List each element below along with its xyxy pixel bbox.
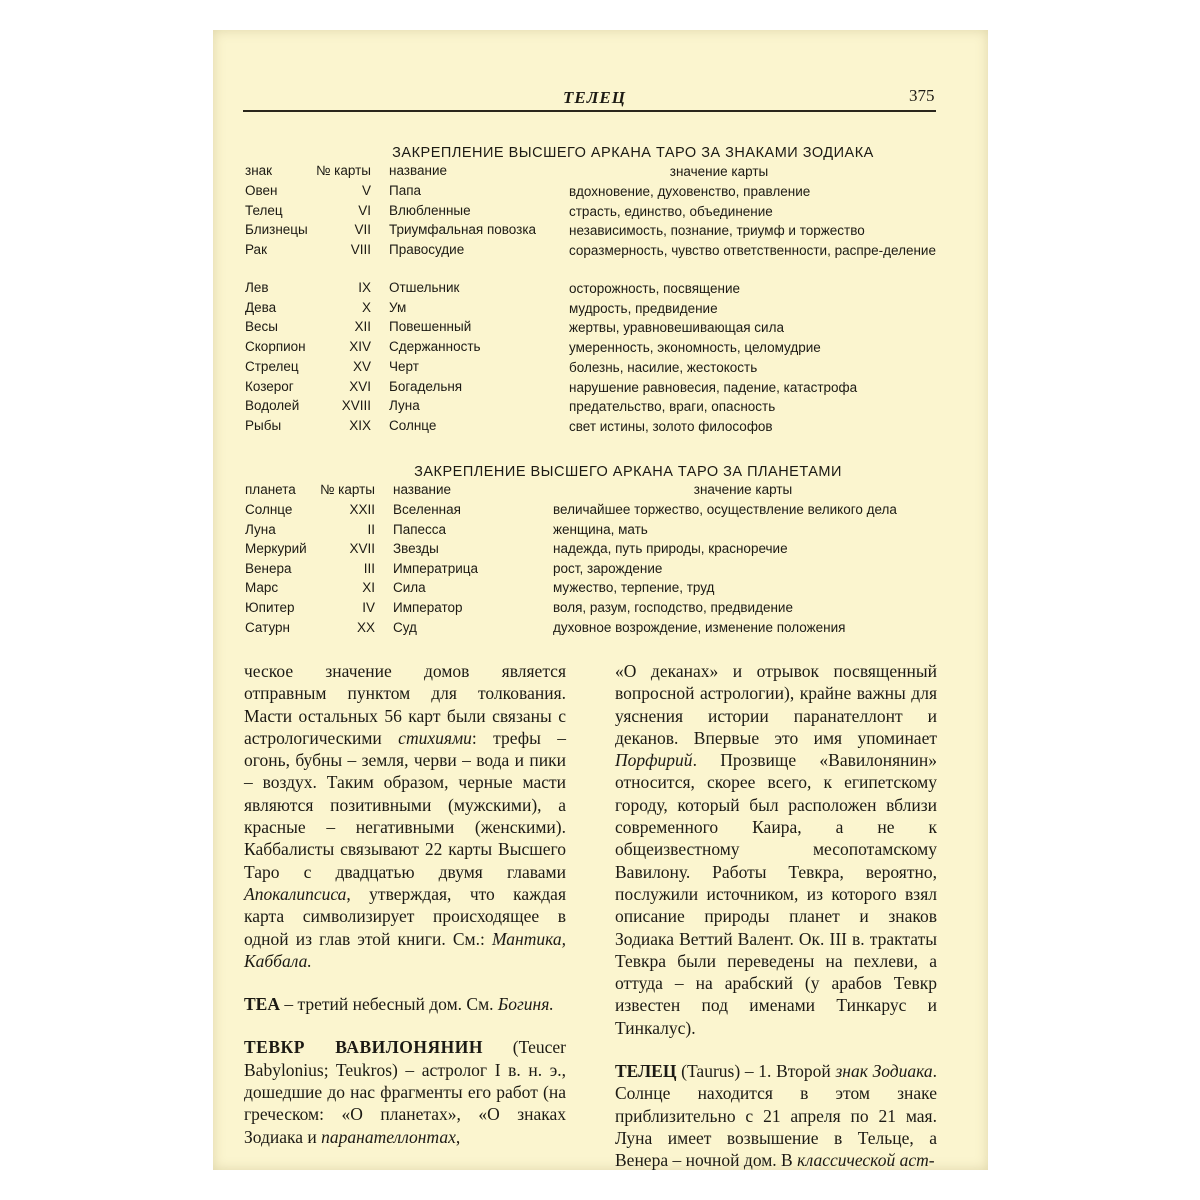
cell-card-number: XIX: [349, 417, 371, 433]
cell-card-number: VIII: [350, 242, 371, 258]
cell-card-number: XV: [352, 358, 371, 374]
cell-card-name: Правосудие: [389, 242, 465, 258]
header-rule: [243, 110, 936, 112]
column-header: № карты: [315, 163, 371, 178]
text-run: – третий небесный дом. См.: [279, 994, 498, 1015]
cell-card-number: XVIII: [341, 398, 371, 414]
cell-card-meaning: мудрость, предвидение: [569, 300, 718, 316]
cell-card-number: XI: [362, 580, 375, 596]
term-classical-astrology: классической аст-: [797, 1150, 935, 1171]
column-header: планета: [245, 482, 296, 497]
cell-card-name: Триумфальная повозка: [389, 222, 537, 238]
cell-card-name: Папесса: [393, 521, 447, 537]
column-header: знак: [245, 163, 273, 178]
table-row: [243, 398, 943, 418]
cell-card-name: Суд: [393, 619, 417, 635]
cell-card-meaning: независимость, познание, триумф и торжество: [569, 223, 865, 239]
cell-card-meaning: величайшее торжество, осуществление великого дела: [553, 502, 897, 517]
cell-card-name: Император: [393, 599, 463, 615]
table-row: [243, 502, 943, 522]
cell-card-meaning: мужество, терпение, труд: [553, 580, 715, 596]
cell-card-number: IX: [358, 280, 371, 296]
table-row: [243, 600, 943, 620]
entry-tea: [244, 993, 566, 1015]
cell-sign: Телец: [245, 202, 283, 218]
column-header: название: [389, 163, 448, 178]
cell-sign: Рак: [245, 242, 267, 258]
running-head: ТЕЛЕЦ: [563, 88, 626, 107]
cell-card-number: III: [363, 560, 375, 576]
entry-headword: ТЕЛЕЦ: [615, 1061, 677, 1082]
right-text-column: [615, 660, 937, 1172]
cell-card-name: Луна: [389, 398, 420, 414]
cell-card-meaning: болезнь, насилие, жестокость: [569, 359, 758, 375]
planet-table-body: [243, 482, 943, 639]
text-run: (Teucer Babylonius; Teukros) – астролог I в. н. э., дошедшие до нас фрагменты его работ (на греческом: «О планетах», «О знаках Зодиака и: [244, 1037, 566, 1147]
table-row: [243, 359, 943, 379]
cell-sign: Марс: [245, 580, 279, 596]
cell-card-name: Сила: [393, 580, 426, 596]
entry-headword: ТЕВКР ВАВИЛОНЯНИН: [244, 1037, 483, 1058]
cell-sign: Венера: [245, 560, 292, 576]
zodiac-table-title: ЗАКРЕПЛЕНИЕ ВЫСШЕГО АРКАНА ТАРО ЗА ЗНАКАМИ ЗОДИАКА: [392, 145, 874, 161]
cell-card-meaning: женщина, мать: [553, 521, 648, 537]
zodiac-tarot-table: [243, 145, 943, 438]
cell-card-meaning: умеренность, экономность, целомудрие: [569, 340, 821, 356]
cross-reference: Мантика, Каббала.: [244, 928, 566, 971]
cell-card-name: Звезды: [393, 541, 439, 557]
text-run: , утверждая, что каждая карта символизирует происходящее в одной из глав этой книги. См.:: [244, 883, 566, 949]
term-porfiriy: Порфирий: [615, 750, 693, 771]
table-row: [243, 183, 943, 203]
cell-card-name: Повешенный: [389, 319, 472, 335]
text-run: . Солнце находится в этом знаке приблизительно с 21 апреля по 21 мая. Луна имеет возвышение в Тельце, а Венера – ночной дом. В: [615, 1061, 938, 1171]
text-run: . Прозвище «Вавилонянин» относится, скорее всего, к египетскому городу, который был расположен вблизи современного Каира, а не к общеизвестному месопотамскому Вавилону. Работы Тевкра, вероятно, послужили источником, из которого взял описание природы планет и знаков Зодиака Веттий Валент. Ок. III в. трактаты Тевкра были переведены на пехлеви, а оттуда – на арабский (у арабов Тевкр известен под именами Тинкарус и Тинкалус).: [615, 750, 937, 1038]
cell-card-meaning: свет истины, золото философов: [569, 418, 773, 434]
cell-sign: Луна: [245, 521, 276, 537]
entry-teucer: [244, 1036, 566, 1147]
table-row: [243, 620, 943, 640]
cell-card-number: XX: [356, 619, 375, 635]
text-run: «О деканах» и отрывок посвященный вопросной астрологии), крайне важны для уяснения истории паранателлонт и деканов. Впервые это имя упоминает: [615, 661, 937, 748]
cell-card-meaning: страсть, единство, объединение: [569, 203, 773, 219]
cell-card-name: Черт: [389, 358, 419, 374]
term-zodiac-sign: знак Зодиака: [835, 1061, 933, 1082]
cell-card-meaning: рост, зарождение: [553, 560, 663, 576]
planet-tarot-table: [243, 464, 943, 639]
cell-sign: Весы: [245, 319, 278, 335]
term-stikhii: стихиями: [398, 727, 472, 748]
cell-sign: Стрелец: [245, 358, 299, 374]
column-header: название: [393, 482, 452, 497]
table-row: [243, 541, 943, 561]
cell-card-meaning: предательство, враги, опасность: [569, 399, 776, 415]
book-page: [213, 30, 988, 1170]
table-row: [243, 222, 943, 242]
table-row: [243, 379, 943, 399]
cell-card-number: IV: [362, 599, 375, 615]
cell-card-meaning: осторожность, посвящение: [569, 281, 740, 297]
cell-sign: Солнце: [245, 502, 293, 517]
cell-card-meaning: соразмерность, чувство ответственности, распре-деление: [569, 243, 936, 259]
table-row: [243, 319, 943, 339]
table-row: [243, 280, 943, 300]
table-row: [243, 203, 943, 223]
cell-card-number: II: [367, 521, 375, 537]
table-row: [243, 580, 943, 600]
zodiac-table-body: [243, 163, 943, 438]
entry-headword: ТЕА: [244, 994, 280, 1015]
cell-card-meaning: вдохновение, духовенство, правление: [569, 184, 811, 199]
cell-card-name: Сдержанность: [389, 339, 481, 355]
term-apokalipsis: Апокалипсиса: [244, 883, 347, 904]
cell-card-name: Императрица: [393, 560, 478, 576]
cell-card-number: XII: [354, 319, 371, 335]
page-number: 375: [909, 86, 935, 105]
table-row: [243, 339, 943, 359]
cell-card-name: Ум: [389, 299, 407, 315]
table-row: [243, 418, 943, 438]
cell-sign: Лев: [245, 280, 269, 296]
column-header: значение карты: [693, 482, 793, 497]
table-row: [243, 300, 943, 320]
cell-card-name: Отшельник: [389, 280, 460, 296]
text-run: : трефы – огонь, бубны – земля, черви – вода и пики – воздух. Таким образом, черные масти являются позитивными (мужскими), а красные – негативными (женскими). Каббалисты связывают 22 карты Высшего Таро с двадцатью двумя главами: [244, 727, 566, 882]
planet-table-title: ЗАКРЕПЛЕНИЕ ВЫСШЕГО АРКАНА ТАРО ЗА ПЛАНЕТАМИ: [414, 464, 842, 480]
cell-card-meaning: духовное возрождение, изменение положения: [553, 619, 846, 635]
cell-sign: Рыбы: [245, 417, 282, 433]
entry-teucer-continued: [615, 660, 937, 1039]
table-row: [243, 522, 943, 542]
cell-card-meaning: воля, разум, господство, предвидение: [553, 599, 793, 615]
cell-card-name: Папа: [389, 183, 422, 198]
cell-card-meaning: надежда, путь природы, красноречие: [553, 541, 788, 557]
cell-card-number: XXII: [349, 502, 375, 517]
cell-card-name: Влюбленные: [389, 202, 471, 218]
cell-card-meaning: жертвы, уравновешивающая сила: [569, 320, 784, 336]
cell-card-number: VI: [358, 202, 371, 218]
column-header: значение карты: [669, 164, 769, 179]
cell-sign: Меркурий: [245, 541, 307, 557]
cell-sign: Сатурн: [245, 619, 291, 635]
cell-card-number: XIV: [349, 339, 371, 355]
cell-card-name: Солнце: [389, 417, 437, 433]
cell-sign: Овен: [245, 183, 278, 198]
cell-sign: Близнецы: [245, 222, 308, 238]
text-run: (Taurus) – 1. Второй: [676, 1061, 836, 1082]
entry-taurus: [615, 1060, 937, 1171]
cell-card-meaning: нарушение равновесия, падение, катастрофа: [569, 379, 858, 395]
cell-sign: Юпитер: [245, 599, 295, 615]
text-run: ческое значение домов является отправным пунктом для толкования. Масти остальных 56 карт были связаны с астрологическими: [244, 661, 566, 748]
paragraph-houses: [244, 660, 566, 972]
cell-card-number: VII: [354, 222, 371, 238]
table-header-row: [243, 163, 943, 183]
cell-card-number: XVII: [349, 541, 375, 557]
table-row: [243, 242, 943, 280]
term-paranatellonta: паранателлонтах: [321, 1126, 456, 1147]
text-run: ,: [455, 1126, 461, 1147]
table-row: [243, 561, 943, 581]
cell-sign: Дева: [245, 299, 277, 315]
table-header-row: [243, 482, 943, 502]
left-text-column: [244, 660, 566, 1148]
cell-sign: Водолей: [245, 398, 300, 414]
cell-sign: Скорпион: [245, 339, 306, 355]
column-header: № карты: [319, 482, 375, 497]
cell-sign: Козерог: [245, 378, 294, 394]
cell-card-number: V: [361, 183, 371, 198]
cell-card-number: XVI: [349, 378, 371, 394]
cell-card-name: Богадельня: [389, 378, 463, 394]
cell-card-number: X: [361, 299, 371, 315]
cell-card-name: Вселенная: [393, 502, 461, 517]
cross-reference: Богиня.: [497, 994, 554, 1015]
